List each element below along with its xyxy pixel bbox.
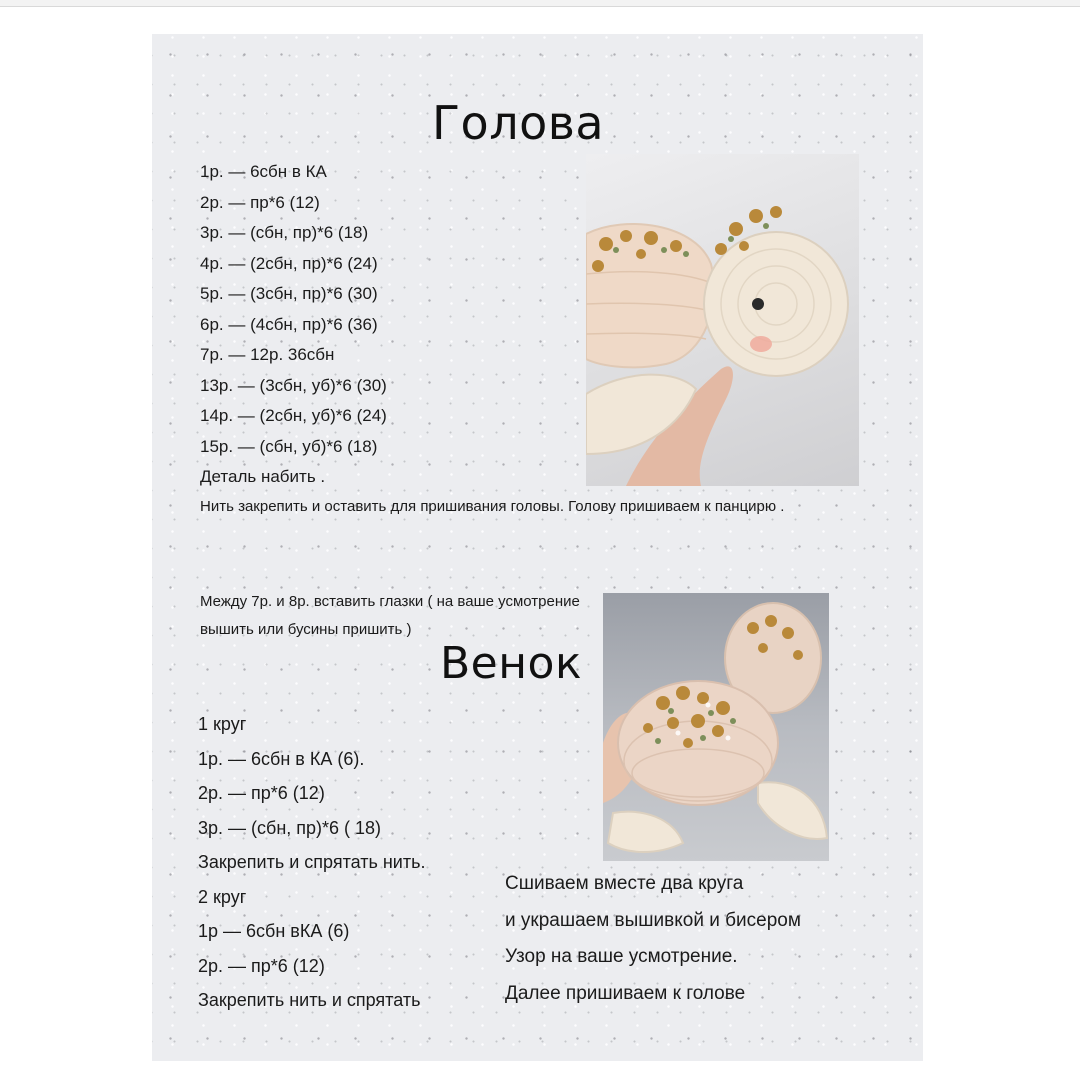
top-toolbar-strip xyxy=(0,0,1080,7)
head-row: 13р. — (3сбн, уб)*6 (30) xyxy=(200,375,387,395)
turtle-shell-photo xyxy=(603,593,829,861)
head-section-title: Голова xyxy=(432,96,605,150)
join-instructions-list xyxy=(505,866,801,1012)
head-row: 3р. — (сбн, пр)*6 (18) xyxy=(200,223,369,242)
join-row: и украшаем вышивкой и бисером xyxy=(505,909,801,931)
wreath-row: 1р — 6сбн вКА (6) xyxy=(198,921,350,941)
eyes-note-line: Между 7р. и 8р. вставить глазки ( на ваше усмотрение xyxy=(200,593,580,610)
wreath-row: 2р. — пр*6 (12) xyxy=(198,955,325,976)
wreath-row: 2 круг xyxy=(198,886,247,907)
eyes-note xyxy=(200,588,610,644)
wreath-row: 1р. — 6сбн в КА (6). xyxy=(198,748,365,769)
head-row: 4р. — (2сбн, пр)*6 (24) xyxy=(200,253,378,273)
head-row: 15р. — (сбн, уб)*6 (18) xyxy=(200,436,378,456)
wreath-section-title: Венок xyxy=(440,638,583,689)
wreath-row: 3р. — (сбн, пр)*6 ( 18) xyxy=(198,817,382,838)
wreath-rows-list xyxy=(198,707,425,1018)
head-rows-list xyxy=(200,157,387,493)
join-row: Узор на ваше усмотрение. xyxy=(505,946,738,967)
turtle-head-illustration xyxy=(586,154,859,486)
wreath-row: Закрепить и спрятать нить. xyxy=(198,852,426,872)
wreath-row: Закрепить нить и спрятать xyxy=(198,990,421,1010)
head-row: 1р. — 6сбн в КА xyxy=(200,162,327,181)
turtle-head-photo xyxy=(586,154,859,486)
join-row: Далее пришиваем к голове xyxy=(505,982,746,1004)
attach-head-note: Нить закрепить и оставить для пришивания головы. Голову пришиваем к панцирю . xyxy=(200,498,785,515)
turtle-shell-illustration xyxy=(603,593,829,861)
head-row: 14р. — (2сбн, уб)*6 (24) xyxy=(200,406,387,425)
head-row: Деталь набить . xyxy=(200,467,326,486)
head-row: 2р. — пр*6 (12) xyxy=(200,192,320,212)
join-row: Сшиваем вместе два круга xyxy=(505,873,744,894)
head-row: 6р. — (4сбн, пр)*6 (36) xyxy=(200,314,378,334)
eyes-note-line: вышить или бусины пришить ) xyxy=(200,621,412,638)
wreath-row: 2р. — пр*6 (12) xyxy=(198,783,325,803)
wreath-row: 1 круг xyxy=(198,714,247,734)
head-row: 7р. — 12р. 36сбн xyxy=(200,345,335,364)
head-row: 5р. — (3сбн, пр)*6 (30) xyxy=(200,284,378,303)
